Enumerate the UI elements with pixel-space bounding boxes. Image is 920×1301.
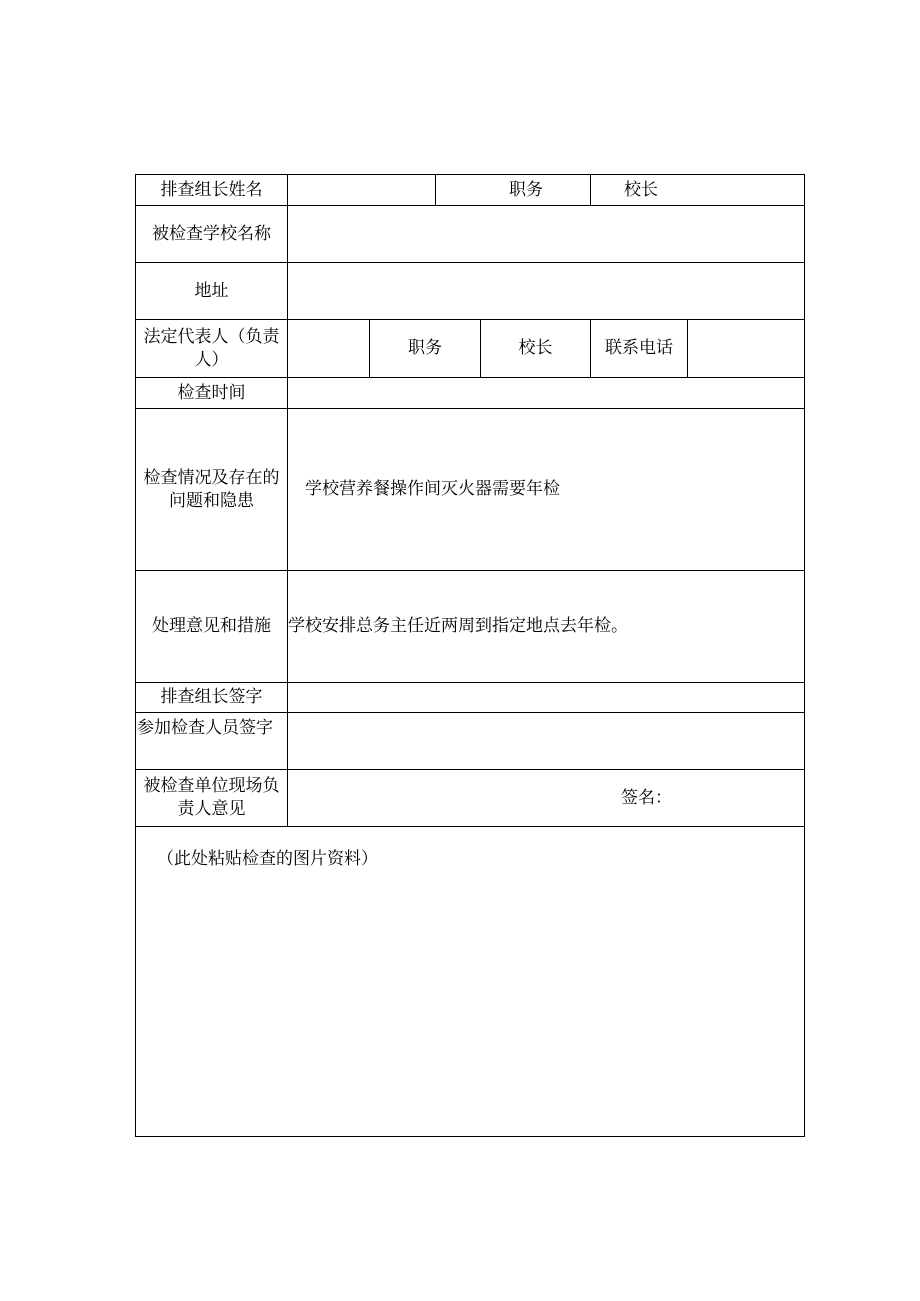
photo-paste-area[interactable] — [136, 827, 804, 1136]
issues-label: 检查情况及存在的问题和隐患 — [143, 467, 280, 511]
leader-name-field[interactable] — [288, 175, 435, 205]
legal-rep-field[interactable] — [288, 320, 369, 377]
table-border — [804, 174, 805, 1137]
school-name-label: 被检查学校名称 — [152, 223, 271, 244]
inspection-form — [135, 174, 805, 1137]
participants-signature-field[interactable] — [288, 713, 804, 769]
table-border — [135, 1136, 805, 1137]
legal-rep-label: 法定代表人（负责人） — [143, 326, 280, 370]
participants-signature-label: 参加检查人员签字 — [137, 717, 273, 738]
signature-label[interactable]: 签名： — [621, 787, 672, 808]
position-label: 职务 — [509, 179, 543, 200]
legal-rep-position-value[interactable]: 校长 — [518, 338, 553, 358]
inspection-time-field[interactable] — [288, 378, 804, 408]
address-field[interactable] — [288, 263, 804, 319]
legal-rep-position-label: 职务 — [408, 338, 442, 358]
issues-field[interactable]: 学校营养餐操作间灭火器需要年检 — [305, 479, 560, 499]
measures-label: 处理意见和措施 — [152, 616, 271, 636]
unit-opinion-label: 被检查单位现场负责人意见 — [143, 776, 280, 819]
leader-signature-label: 排查组长签字 — [160, 687, 263, 707]
position-value[interactable]: 校长 — [624, 179, 658, 200]
measures-field[interactable]: 学校安排总务主任近两周到指定地点去年检。 — [288, 616, 628, 636]
inspection-time-label: 检查时间 — [177, 382, 246, 403]
address-label: 地址 — [194, 280, 229, 301]
phone-field[interactable] — [688, 320, 804, 377]
school-name-field[interactable] — [288, 206, 804, 262]
phone-label: 联系电话 — [605, 338, 673, 358]
leader-name-label: 排查组长姓名 — [160, 179, 263, 200]
leader-signature-field[interactable] — [288, 683, 804, 712]
photo-note: （此处粘贴检查的图片资料） — [157, 848, 378, 869]
